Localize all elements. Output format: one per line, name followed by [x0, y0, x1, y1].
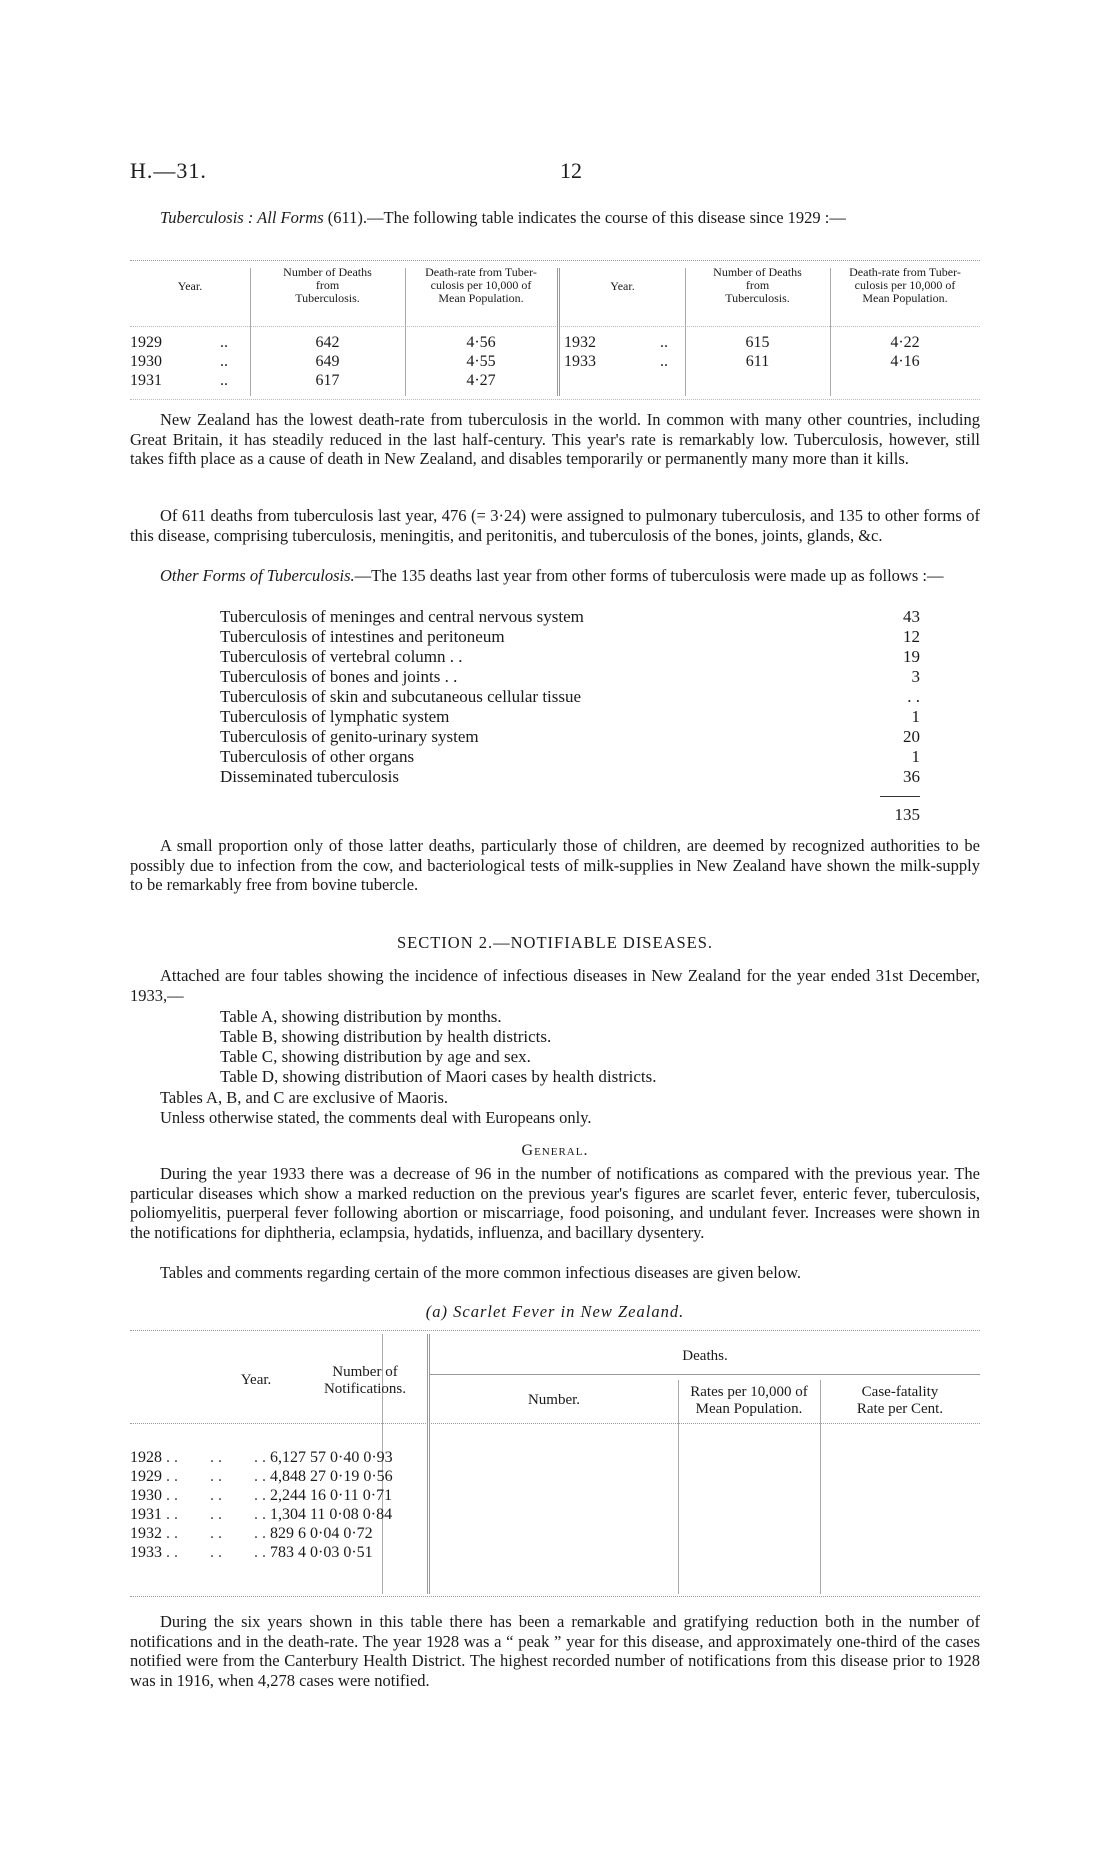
list-item	[220, 727, 920, 747]
table-row	[130, 1449, 980, 1468]
table-row	[130, 371, 557, 390]
list-item: Table D, showing distribution of Maori cases by health districts.	[220, 1067, 657, 1086]
cell-deaths-number: 57	[310, 1449, 326, 1466]
cell-year: 1933	[564, 353, 596, 370]
header-number: Number.	[527, 1392, 581, 1408]
cell-deaths: 642	[315, 334, 340, 351]
table-row	[130, 1506, 980, 1525]
cell-rate: 4·27	[466, 372, 496, 389]
header-line: Tuberculosis.	[725, 291, 790, 305]
header-line: culosis per 10,000 of	[430, 278, 532, 292]
list-item-count: 43	[903, 607, 920, 626]
list-item: Table B, showing distribution by health districts.	[220, 1027, 552, 1046]
list-item-count: 12	[903, 627, 920, 646]
header-line: Number of Deaths	[283, 265, 372, 279]
section-intro: Attached are four tables showing the incidence of infectious diseases in New Zealand for the year ended 31st December, 1933,—	[130, 966, 980, 1005]
list-item-cause: Disseminated tuberculosis	[220, 767, 399, 786]
header-deaths	[250, 266, 405, 305]
header-year: Year.	[610, 279, 635, 293]
header-notifications	[300, 1364, 430, 1398]
header-line: Case-fatality	[861, 1384, 939, 1400]
cell-rate: 0·19	[330, 1468, 360, 1485]
document-reference: H.—31.	[130, 158, 207, 183]
page-number: 12	[560, 158, 582, 183]
header-deaths: Deaths.	[682, 1348, 728, 1364]
cell-deaths: 649	[315, 353, 340, 370]
table-rule	[130, 1423, 980, 1424]
cell-fatality: 0·72	[343, 1525, 373, 1542]
table-row	[130, 1487, 980, 1506]
header-year: Year.	[240, 1372, 272, 1388]
header-line: Death-rate from Tuber-	[425, 265, 537, 279]
general-paragraph: During the year 1933 there was a decrease of 96 in the number of notifications as compared with the previous year. The particular diseases which show a marked reduction on the previous year's figures are scarlet fever, enteric fever, tuberculosis, poliomyelitis, puerperal fever following abortion or miscarriage, food poisoning, and undulant fever. Increases were shown in the notifications for diphtheria, eclampsia, hydatids, influenza, and bacillary dysentery.	[130, 1164, 980, 1242]
cell-year: 1930	[130, 1487, 162, 1504]
leader-dots: ..	[660, 334, 668, 351]
cell-year: 1932	[564, 334, 596, 351]
header-line: Rate per Cent.	[856, 1401, 944, 1417]
cell-year: 1928	[130, 1449, 162, 1466]
cell-rate: 4·56	[466, 334, 496, 351]
list-item-cause: Tuberculosis of vertebral column . .	[220, 647, 463, 666]
other-forms-text: —The 135 deaths last year from other forms of tuberculosis were made up as follows :—	[354, 566, 944, 585]
list-item	[220, 647, 920, 667]
table-row	[560, 352, 980, 371]
tb-paragraph: Of 611 deaths from tuberculosis last year, 476 (= 3·24) were assigned to pulmonary tuberculosis, and 135 to other forms of this disease, comprising tuberculosis, meningitis, and peritonitis, and tuberculosis of the bones, joints, glands, &c.	[130, 506, 980, 545]
cell-notifications: 4,848	[270, 1468, 306, 1485]
table-row	[130, 333, 557, 352]
table-row	[130, 352, 557, 371]
cell-rate: 4·16	[890, 353, 920, 370]
list-item-cause: Tuberculosis of other organs	[220, 747, 415, 766]
list-item-cause: Tuberculosis of intestines and peritoneum	[220, 627, 505, 646]
cell-fatality: 0·84	[362, 1506, 393, 1523]
list-item	[220, 707, 920, 727]
tb-intro-text: (611).—The following table indicates the course of this disease since 1929 :—	[323, 208, 846, 227]
header-year: Year.	[177, 279, 203, 293]
other-forms-list	[220, 607, 920, 787]
cell-year: 1931	[130, 372, 162, 389]
leader-dots: . . . . . .	[166, 1449, 266, 1466]
list-item-count: 3	[911, 667, 920, 686]
leader-dots: . . . . . .	[166, 1506, 266, 1523]
page-header	[130, 158, 980, 188]
leader-dots: ..	[660, 353, 668, 370]
table-list	[220, 1007, 657, 1087]
cell-notifications: 1,304	[270, 1506, 306, 1523]
leader-dots: . . . . . .	[166, 1544, 266, 1561]
table-row	[560, 333, 980, 352]
cell-rate: 0·11	[330, 1487, 359, 1504]
table-rule	[130, 326, 980, 327]
list-item-cause: Tuberculosis of lymphatic system	[220, 707, 450, 726]
cell-notifications: 2,244	[270, 1487, 306, 1504]
tb-table	[130, 260, 980, 400]
list-item	[220, 667, 920, 687]
table-rule	[130, 260, 980, 261]
cell-fatality: 0·93	[363, 1449, 393, 1466]
header-line: Mean Population.	[695, 1401, 803, 1417]
list-item	[220, 747, 920, 767]
cell-rate: 0·04	[310, 1525, 340, 1542]
subsection-heading: General.	[521, 1142, 589, 1159]
general-paragraph: Tables and comments regarding certain of the more common infectious diseases are given below.	[160, 1263, 802, 1282]
list-item-cause: Tuberculosis of genito-urinary system	[220, 727, 479, 746]
header-rate	[830, 266, 980, 305]
cell-fatality: 0·71	[362, 1487, 393, 1504]
table-rule	[130, 399, 980, 400]
cell-notifications: 829	[270, 1525, 294, 1542]
header-line: Notifications.	[323, 1381, 407, 1397]
cell-deaths-number: 27	[310, 1468, 326, 1485]
list-item-cause: Tuberculosis of skin and subcutaneous cellular tissue	[220, 687, 582, 706]
cell-deaths: 615	[745, 334, 770, 351]
header-line: Mean Population.	[438, 291, 524, 305]
list-item-count: . .	[907, 687, 920, 706]
cell-deaths-number: 16	[310, 1487, 326, 1504]
tb-paragraph: New Zealand has the lowest death-rate from tuberculosis in the world. In common with many other countries, including Great Britain, it has steadily reduced in the last half-century. This year's rate is remarkably low. Tuberculosis, however, still takes fifth place as a cause of death in New Zealand, and disables temporarily or permanently many more than it kills.	[130, 410, 980, 468]
header-fatality	[820, 1384, 980, 1418]
leader-dots: . . . . . .	[166, 1468, 266, 1485]
cell-notifications: 6,127	[270, 1449, 306, 1466]
cell-deaths: 611	[745, 353, 770, 370]
cell-fatality: 0·56	[363, 1468, 393, 1485]
leader-dots: ..	[220, 334, 228, 351]
list-item-count: 1	[911, 707, 920, 726]
header-line: Rates per 10,000 of	[690, 1384, 808, 1400]
header-line: Number of	[332, 1364, 398, 1380]
cell-rate: 4·55	[466, 353, 496, 370]
tb-intro-title: Tuberculosis : All Forms	[160, 208, 324, 227]
cell-notifications: 783	[270, 1544, 294, 1561]
tb-paragraph: A small proportion only of those latter deaths, particularly those of children, are deemed by recognized authorities to be possibly due to infection from the cow, and bacteriological tests of milk-supplies in New Zealand have shown the milk-supply to be remarkably free from bovine tubercle.	[130, 836, 980, 894]
list-item: Table A, showing distribution by months.	[220, 1007, 502, 1026]
list-item-count: 19	[903, 647, 920, 666]
table-rule	[130, 1330, 980, 1331]
tb-intro	[130, 208, 980, 228]
header-line: Mean Population.	[862, 291, 948, 305]
list-item	[220, 627, 920, 647]
cell-fatality: 0·51	[343, 1544, 373, 1561]
table-row	[130, 1525, 980, 1544]
table-row	[130, 1544, 980, 1563]
section-heading: SECTION 2.—NOTIFIABLE DISEASES.	[396, 933, 714, 952]
leader-dots: ..	[220, 353, 228, 370]
header-line: Death-rate from Tuber-	[849, 265, 961, 279]
list-item-cause: Tuberculosis of meninges and central nervous system	[220, 607, 584, 626]
list-item-count: 36	[903, 767, 920, 786]
other-forms-title: Other Forms of Tuberculosis.	[160, 566, 355, 585]
other-forms-intro	[130, 566, 980, 586]
list-item-count: 1	[911, 747, 920, 766]
cell-deaths-number: 11	[310, 1506, 326, 1523]
list-total: 135	[894, 805, 920, 824]
list-item	[220, 607, 920, 627]
cell-deaths-number: 6	[298, 1525, 306, 1542]
cell-year: 1930	[130, 353, 162, 370]
section-note: Unless otherwise stated, the comments deal with Europeans only.	[160, 1108, 592, 1127]
header-rate	[405, 266, 557, 305]
section-note: Tables A, B, and C are exclusive of Maoris.	[160, 1088, 448, 1107]
cell-year: 1931	[130, 1506, 162, 1523]
leader-dots: . . . . . .	[166, 1525, 266, 1542]
list-item-cause: Tuberculosis of bones and joints . .	[220, 667, 458, 686]
cell-rate: 0·08	[329, 1506, 359, 1523]
table-rule	[430, 1374, 980, 1375]
total-rule	[880, 796, 920, 797]
header-line: from	[315, 278, 340, 292]
cell-year: 1932	[130, 1525, 162, 1542]
cell-deaths-number: 4	[298, 1544, 306, 1561]
cell-year: 1929	[130, 334, 162, 351]
leader-dots: ..	[220, 372, 228, 389]
list-item-count: 20	[903, 727, 920, 746]
cell-rate: 4·22	[890, 334, 920, 351]
header-rates	[678, 1384, 820, 1418]
table-row	[130, 1468, 980, 1487]
list-item	[220, 687, 920, 707]
cell-year: 1929	[130, 1468, 162, 1485]
cell-year: 1933	[130, 1544, 162, 1561]
scarlet-fever-rows	[130, 1449, 980, 1569]
table-caption: (a) Scarlet Fever in New Zealand.	[425, 1302, 685, 1321]
scarlet-fever-paragraph: During the six years shown in this table there has been a remarkable and gratifying reduction both in the number of notifications and in the death-rate. The year 1928 was a “ peak ” year for this disease, and approximately one-third of the cases notified were from the Canterbury Health District. The highest recorded number of notifications from this disease prior to 1928 was in 1916, when 4,278 cases were notified.	[130, 1612, 980, 1690]
header-line: culosis per 10,000 of	[854, 278, 956, 292]
cell-deaths: 617	[315, 372, 340, 389]
cell-rate: 0·03	[310, 1544, 340, 1561]
list-item	[220, 767, 920, 787]
header-line: Number of Deaths	[713, 265, 802, 279]
cell-rate: 0·40	[330, 1449, 360, 1466]
leader-dots: . . . . . .	[166, 1487, 266, 1504]
table-rule	[130, 1596, 980, 1597]
header-line: Tuberculosis.	[295, 291, 360, 305]
header-deaths	[685, 266, 830, 305]
list-item: Table C, showing distribution by age and sex.	[220, 1047, 531, 1066]
header-line: from	[745, 278, 770, 292]
